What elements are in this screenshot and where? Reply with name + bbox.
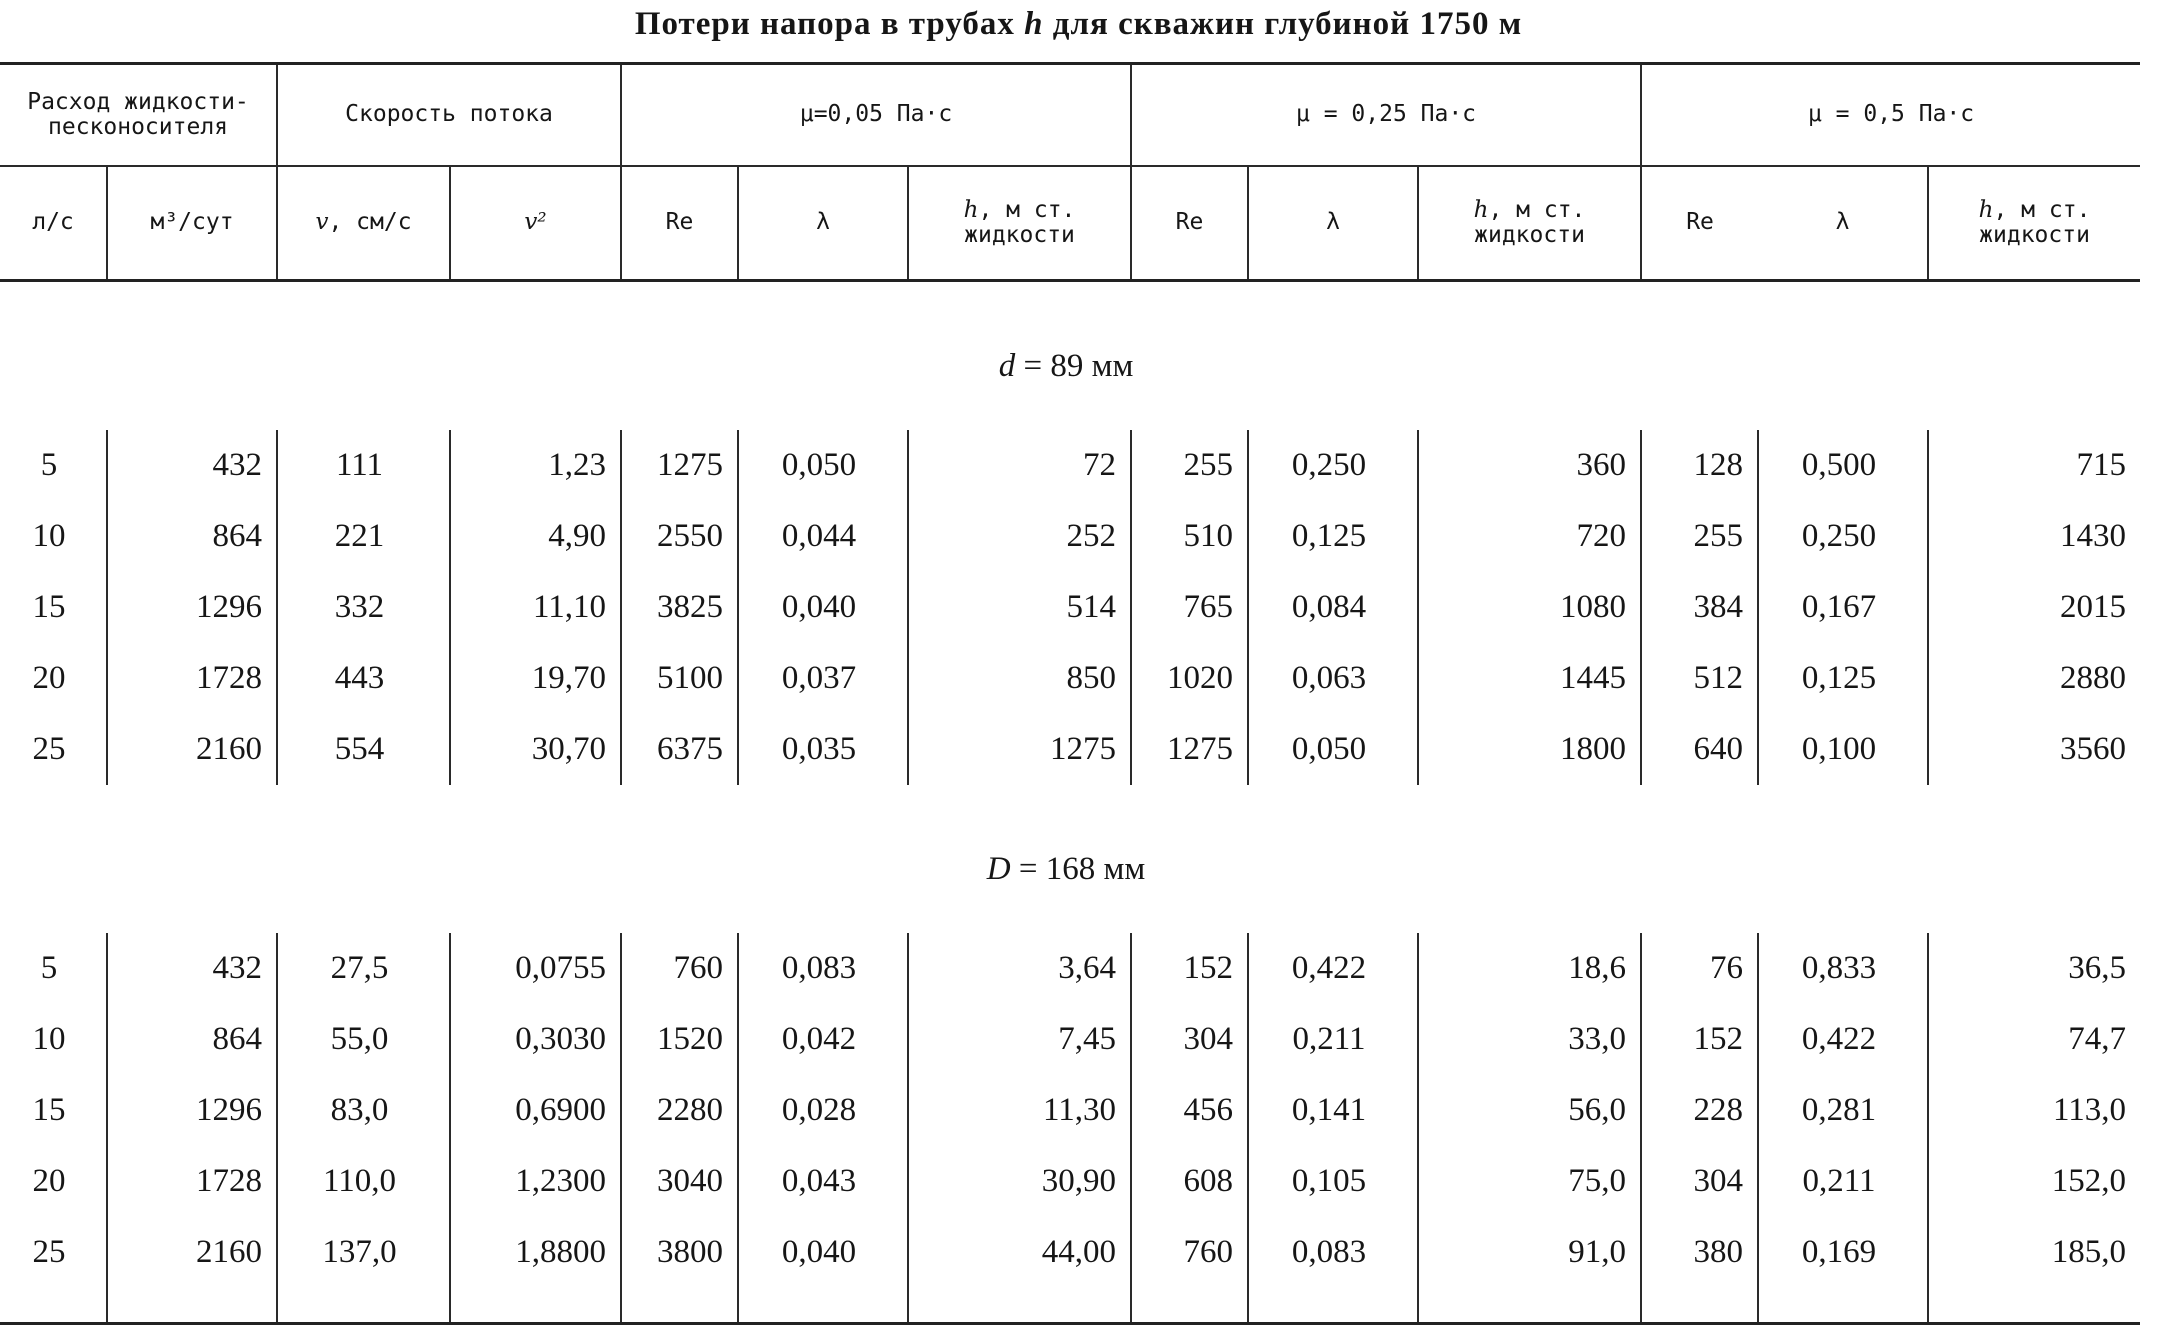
header-flow-ls: л/с [0, 166, 107, 281]
cell-h-1: 3,64 [908, 933, 1131, 1004]
cell-velocity: 27,5 [277, 933, 450, 1004]
cell-flow-m3: 432 [107, 933, 277, 1004]
header-flow-velocity: Скорость потока [277, 64, 621, 167]
table-row [0, 1146, 2140, 1217]
cell-lambda-1: 0,028 [738, 1075, 908, 1146]
cell-re-2: 152 [1131, 933, 1248, 1004]
tail-cell [450, 1288, 621, 1324]
cell-re-2: 510 [1131, 501, 1248, 572]
header-velocity-squared [450, 166, 621, 281]
cell-re-2: 304 [1131, 1004, 1248, 1075]
cell-h-3: 74,7 [2068, 1021, 2127, 1057]
cell-re-2: 255 [1131, 430, 1248, 501]
table-header [0, 64, 2140, 281]
cell-lambda-2: 0,050 [1248, 714, 1418, 785]
cell-re-3: 152 [1641, 1004, 1758, 1075]
cell-re-2: 1020 [1131, 643, 1248, 714]
cell-flow-ls: 20 [0, 643, 107, 714]
cell-lambda-3: 0,167 [1758, 572, 1928, 643]
cell-h-1: 30,90 [908, 1146, 1131, 1217]
tail-cell [1248, 1288, 1418, 1324]
h-unit: , м ст. жидкости [1474, 196, 1586, 248]
cell-flow-m3: 1296 [107, 572, 277, 643]
cell-re-2: 765 [1131, 572, 1248, 643]
header-lambda-3: λ [1758, 166, 1928, 281]
cell-h-1: 11,30 [908, 1075, 1131, 1146]
cell-flow-ls: 5 [0, 933, 107, 1004]
cell-velocity: 554 [277, 714, 450, 785]
cell-lambda-1: 0,037 [738, 643, 908, 714]
tail-cell [1418, 1288, 1641, 1324]
cell-flow-m3: 2160 [107, 714, 277, 785]
cell-lambda-1: 0,044 [738, 501, 908, 572]
cell-re-1: 3040 [621, 1146, 738, 1217]
cell-flow-m3: 2160 [107, 1217, 277, 1288]
title-suffix: для скважин глубиной 1750 м [1043, 6, 1523, 42]
cell-lambda-3: 0,169 [1758, 1217, 1928, 1288]
header-h-3 [1928, 166, 2140, 281]
header-flow-m3: м³/сут [107, 166, 277, 281]
h-unit: , м ст. жидкости [964, 196, 1076, 248]
tail-cell [738, 1288, 908, 1324]
cell-h-2: 1445 [1418, 643, 1641, 714]
h-symbol: h [1978, 196, 1994, 223]
cell-velocity-squared: 0,0755 [450, 933, 621, 1004]
cell-flow-m3: 432 [107, 430, 277, 501]
table-body [0, 281, 2140, 1324]
h-symbol: h [963, 196, 979, 223]
cell-h-3: 113,0 [2053, 1092, 2127, 1128]
cell-re-3: 380 [1641, 1217, 1758, 1288]
cell-lambda-3: 0,100 [1758, 714, 1928, 785]
cell-flow-ls: 5 [0, 430, 107, 501]
table-row [0, 1075, 2140, 1146]
tail-cell [277, 1288, 450, 1324]
cell-flow-ls: 25 [0, 1217, 107, 1288]
cell-velocity: 110,0 [277, 1146, 450, 1217]
cell-h-2: 75,0 [1418, 1146, 1641, 1217]
cell-re-1: 2280 [621, 1075, 738, 1146]
title-prefix: Потери напора в трубах [634, 6, 1025, 42]
cell-h-3: 2880 [2060, 660, 2127, 696]
cell-velocity-squared: 4,90 [450, 501, 621, 572]
cell-lambda-2: 0,083 [1248, 1217, 1418, 1288]
cell-lambda-2: 0,084 [1248, 572, 1418, 643]
header-re-1: Re [621, 166, 738, 281]
cell-h-3: 3560 [2060, 731, 2127, 767]
cell-re-3: 228 [1641, 1075, 1758, 1146]
cell-h-3: 2015 [2060, 589, 2127, 625]
head-loss-table [0, 62, 2140, 1325]
header-h-2 [1418, 166, 1641, 281]
table-row [0, 1004, 2140, 1075]
cell-h-1: 44,00 [908, 1217, 1131, 1288]
tail-cell [1758, 1288, 1928, 1324]
cell-lambda-3: 0,211 [1758, 1146, 1928, 1217]
velocity-symbol: v [315, 209, 329, 236]
table-row [0, 643, 2140, 714]
table-row [0, 501, 2140, 572]
cell-re-3: 512 [1641, 643, 1758, 714]
cell-h-1: 7,45 [908, 1004, 1131, 1075]
cell-velocity-squared: 1,23 [450, 430, 621, 501]
cell-velocity: 111 [277, 430, 450, 501]
tail-cell [107, 1288, 277, 1324]
cell-h-3: 36,5 [2068, 950, 2127, 986]
cell-lambda-3: 0,500 [1758, 430, 1928, 501]
header-re-2: Re [1131, 166, 1248, 281]
cell-lambda-2: 0,141 [1248, 1075, 1418, 1146]
cell-lambda-3: 0,281 [1758, 1075, 1928, 1146]
cell-flow-m3: 864 [107, 1004, 277, 1075]
cell-re-2: 608 [1131, 1146, 1248, 1217]
velocity-squared-symbol: v² [524, 209, 547, 236]
section-diameter-symbol: D [986, 850, 1011, 887]
cell-lambda-2: 0,422 [1248, 933, 1418, 1004]
header-flow-rate: Расход жидкости-песконосителя [0, 64, 277, 167]
cell-lambda-1: 0,035 [738, 714, 908, 785]
header-viscosity-05: μ = 0,5 Па·с [1641, 64, 2140, 167]
cell-re-2: 456 [1131, 1075, 1248, 1146]
cell-velocity-squared: 1,8800 [450, 1217, 621, 1288]
cell-re-2: 1275 [1131, 714, 1248, 785]
cell-flow-m3: 1728 [107, 643, 277, 714]
header-viscosity-005: μ=0,05 Па·с [621, 64, 1131, 167]
tail-cell [1131, 1288, 1248, 1324]
cell-lambda-3: 0,250 [1758, 501, 1928, 572]
cell-re-1: 1275 [621, 430, 738, 501]
cell-h-3: 152,0 [2051, 1163, 2127, 1199]
cell-h-1: 850 [908, 643, 1131, 714]
section-diameter-value: = 89 мм [1015, 347, 1134, 384]
header-h-1 [908, 166, 1131, 281]
cell-velocity-squared: 1,2300 [450, 1146, 621, 1217]
cell-h-3: 185,0 [2051, 1234, 2127, 1270]
cell-lambda-1: 0,040 [738, 1217, 908, 1288]
cell-velocity: 55,0 [277, 1004, 450, 1075]
cell-velocity: 221 [277, 501, 450, 572]
table-row [0, 1217, 2140, 1288]
cell-velocity: 332 [277, 572, 450, 643]
cell-re-1: 6375 [621, 714, 738, 785]
cell-h-3: 1430 [2060, 518, 2127, 554]
cell-re-3: 128 [1641, 430, 1758, 501]
cell-lambda-2: 0,211 [1248, 1004, 1418, 1075]
cell-re-1: 2550 [621, 501, 738, 572]
cell-lambda-2: 0,125 [1248, 501, 1418, 572]
cell-h-2: 18,6 [1418, 933, 1641, 1004]
tail-cell [908, 1288, 1131, 1324]
h-symbol: h [1473, 196, 1489, 223]
cell-h-2: 1800 [1418, 714, 1641, 785]
header-viscosity-025: μ = 0,25 Па·с [1131, 64, 1641, 167]
tail-cell [1641, 1288, 1758, 1324]
cell-lambda-3: 0,125 [1758, 643, 1928, 714]
cell-h-2: 33,0 [1418, 1004, 1641, 1075]
cell-flow-ls: 25 [0, 714, 107, 785]
table-row [0, 714, 2140, 785]
table-title [0, 6, 2157, 43]
cell-flow-m3: 1728 [107, 1146, 277, 1217]
cell-flow-ls: 20 [0, 1146, 107, 1217]
cell-lambda-1: 0,043 [738, 1146, 908, 1217]
cell-lambda-3: 0,422 [1758, 1004, 1928, 1075]
cell-h-2: 360 [1418, 430, 1641, 501]
cell-lambda-3: 0,833 [1758, 933, 1928, 1004]
cell-lambda-1: 0,040 [738, 572, 908, 643]
header-lambda-1: λ [738, 166, 908, 281]
cell-velocity: 443 [277, 643, 450, 714]
cell-h-1: 1275 [908, 714, 1131, 785]
section-diameter-symbol: d [998, 347, 1016, 384]
cell-lambda-2: 0,250 [1248, 430, 1418, 501]
cell-velocity-squared: 30,70 [450, 714, 621, 785]
cell-re-1: 3825 [621, 572, 738, 643]
cell-re-3: 255 [1641, 501, 1758, 572]
section-heading [0, 785, 2140, 933]
cell-lambda-1: 0,083 [738, 933, 908, 1004]
h-unit: , м ст. жидкости [1979, 196, 2091, 248]
cell-velocity-squared: 0,3030 [450, 1004, 621, 1075]
cell-lambda-1: 0,050 [738, 430, 908, 501]
cell-velocity: 137,0 [277, 1217, 450, 1288]
header-lambda-2: λ [1248, 166, 1418, 281]
table-row [0, 572, 2140, 643]
cell-h-1: 252 [908, 501, 1131, 572]
tail-cell [0, 1288, 107, 1324]
cell-velocity-squared: 0,6900 [450, 1075, 621, 1146]
cell-re-1: 1520 [621, 1004, 738, 1075]
cell-flow-ls: 10 [0, 1004, 107, 1075]
cell-h-2: 720 [1418, 501, 1641, 572]
tail-cell [621, 1288, 738, 1324]
cell-flow-m3: 1296 [107, 1075, 277, 1146]
cell-re-3: 304 [1641, 1146, 1758, 1217]
cell-re-3: 640 [1641, 714, 1758, 785]
cell-lambda-2: 0,063 [1248, 643, 1418, 714]
header-velocity [277, 166, 450, 281]
cell-flow-m3: 864 [107, 501, 277, 572]
cell-flow-ls: 15 [0, 572, 107, 643]
cell-re-1: 3800 [621, 1217, 738, 1288]
header-re-3: Re [1686, 209, 1714, 236]
table-row [0, 933, 2140, 1004]
cell-re-2: 760 [1131, 1217, 1248, 1288]
cell-h-2: 1080 [1418, 572, 1641, 643]
cell-re-3: 384 [1641, 572, 1758, 643]
table-tail [0, 1288, 2140, 1324]
cell-velocity-squared: 11,10 [450, 572, 621, 643]
cell-re-1: 5100 [621, 643, 738, 714]
cell-velocity: 83,0 [277, 1075, 450, 1146]
velocity-unit: , см/с [328, 209, 412, 236]
cell-lambda-2: 0,105 [1248, 1146, 1418, 1217]
section-diameter-value: = 168 мм [1010, 850, 1146, 887]
cell-h-2: 91,0 [1418, 1217, 1641, 1288]
cell-h-1: 72 [908, 430, 1131, 501]
cell-h-3: 715 [2076, 447, 2127, 483]
section-heading-row [0, 281, 2140, 431]
cell-flow-ls: 10 [0, 501, 107, 572]
section-heading-row [0, 785, 2140, 933]
cell-re-3: 76 [1641, 933, 1758, 1004]
tail-cell [1928, 1288, 2140, 1324]
cell-h-2: 56,0 [1418, 1075, 1641, 1146]
cell-velocity-squared: 19,70 [450, 643, 621, 714]
cell-lambda-1: 0,042 [738, 1004, 908, 1075]
table-row [0, 430, 2140, 501]
cell-flow-ls: 15 [0, 1075, 107, 1146]
cell-re-1: 760 [621, 933, 738, 1004]
cell-h-1: 514 [908, 572, 1131, 643]
title-symbol: h [1024, 6, 1044, 42]
section-heading [0, 281, 2140, 431]
